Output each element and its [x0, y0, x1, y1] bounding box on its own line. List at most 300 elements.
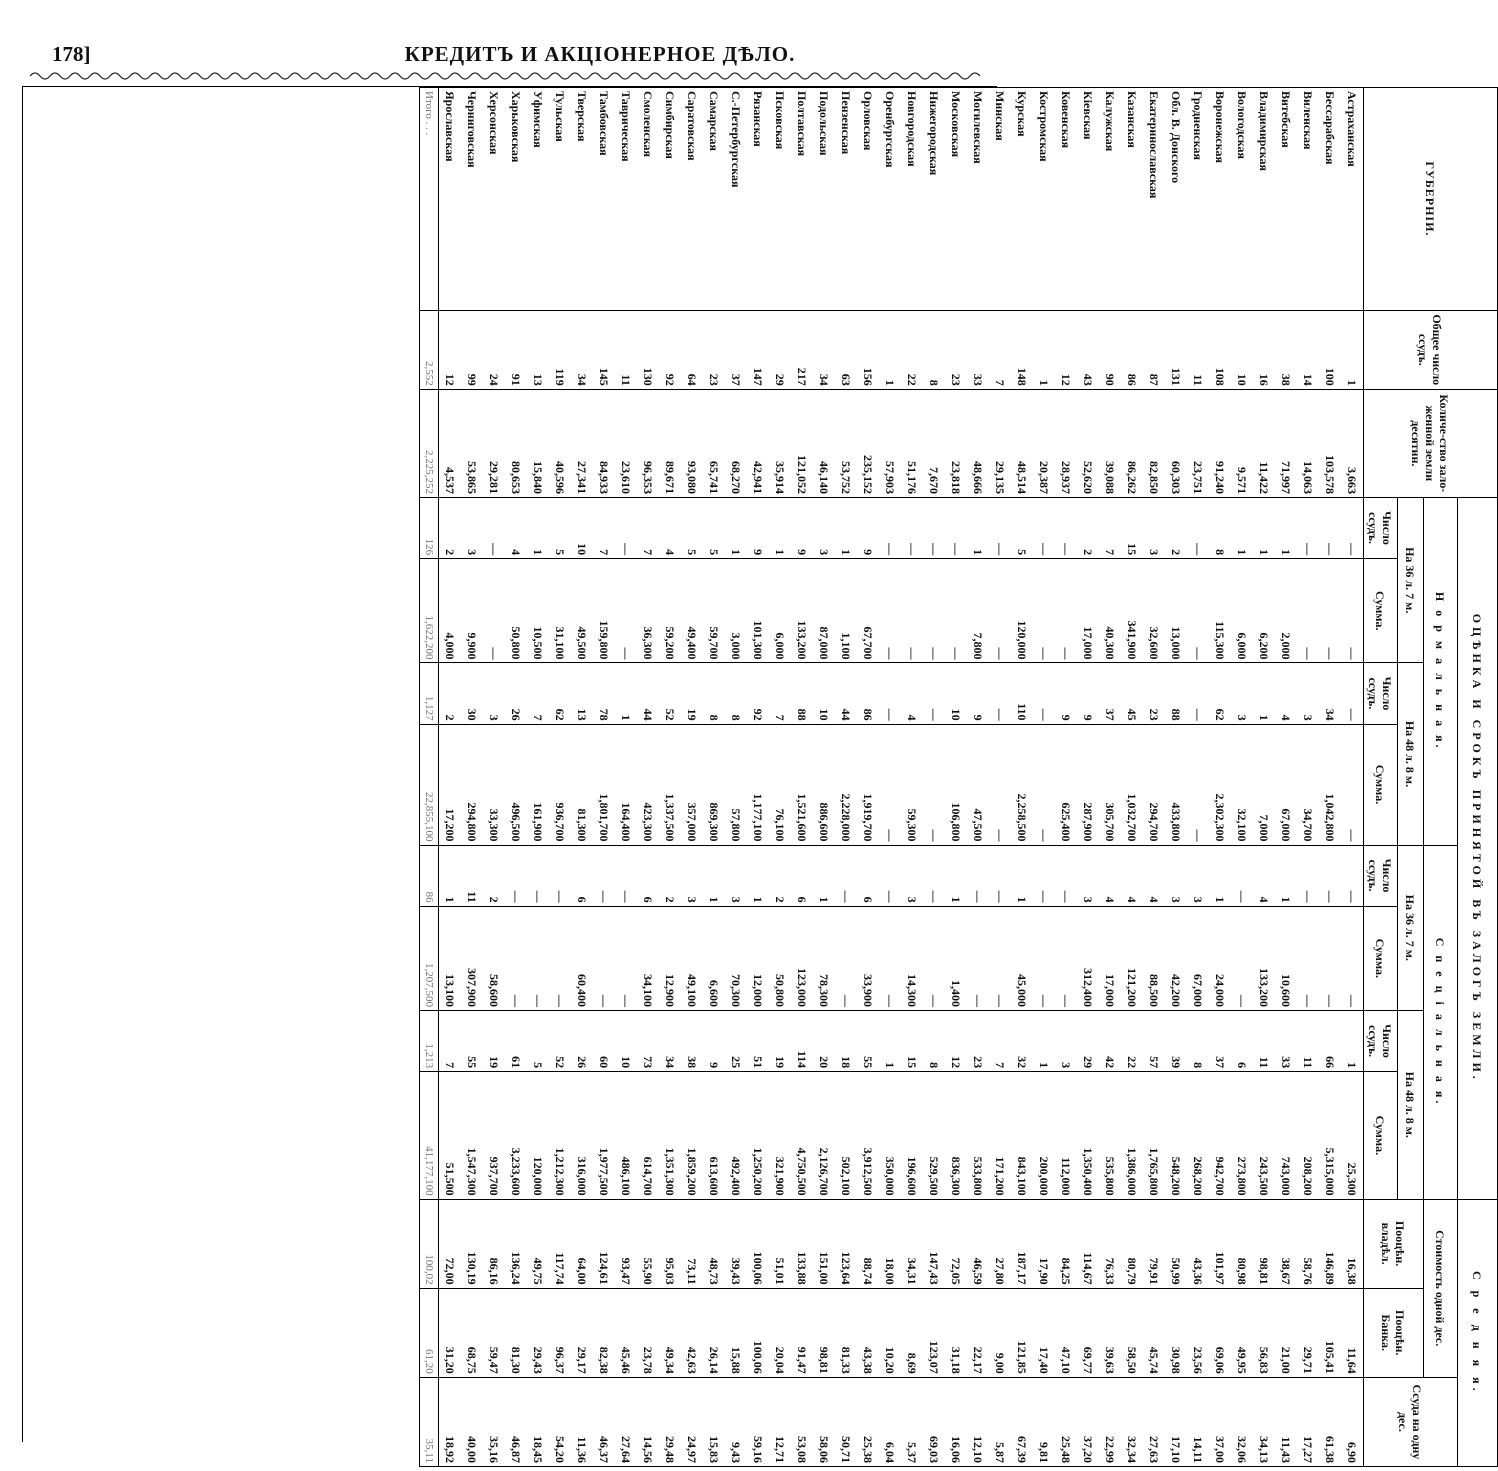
gubernia-name: Орловская: [857, 88, 879, 311]
table-cell: 4: [901, 663, 923, 724]
table-cell: 159,800: [593, 559, 615, 663]
table-cell: 60,400: [571, 906, 593, 1010]
table-cell: 535,800: [1099, 1072, 1121, 1199]
table-cell: 57: [1143, 1011, 1165, 1072]
table-row: [725, 88, 747, 1467]
table-cell: 99: [461, 310, 483, 389]
table-row: [505, 88, 527, 1467]
table-cell: 287,900: [1077, 724, 1099, 845]
table-row: [879, 88, 901, 1467]
table-cell: 93,080: [681, 389, 703, 497]
table-cell: 1,100: [835, 559, 857, 663]
table-cell: 533,800: [967, 1072, 989, 1199]
table-cell: 58,06: [813, 1377, 835, 1466]
table-cell: 51,176: [901, 389, 923, 497]
table-cell: 82,850: [1143, 389, 1165, 497]
table-cell: —: [1319, 497, 1341, 558]
table-cell: 1: [1275, 845, 1297, 906]
table-cell: —: [879, 845, 901, 906]
table-cell: 57,903: [879, 389, 901, 497]
gubernia-name: Оренбургская: [879, 88, 901, 311]
table-cell: 29,71: [1297, 1288, 1319, 1377]
table-cell: 6,90: [1341, 1377, 1364, 1466]
table-cell: 64: [681, 310, 703, 389]
table-row: [615, 88, 637, 1467]
table-cell: 51: [747, 1011, 769, 1072]
table-cell: 73,11: [681, 1199, 703, 1288]
table-cell: 171,200: [989, 1072, 1011, 1199]
table-cell: 8: [703, 663, 725, 724]
table-cell: 37,20: [1077, 1377, 1099, 1466]
table-cell: 6: [791, 845, 813, 906]
table-cell: 625,400: [1055, 724, 1077, 845]
table-cell: —: [945, 497, 967, 558]
gubernia-name: Виленская: [1297, 88, 1319, 311]
col-avg-cost-valuation: Поoцѣн. владѣл.: [1364, 1199, 1424, 1288]
table-cell: 3: [1297, 663, 1319, 724]
table-cell: 67,000: [1275, 724, 1297, 845]
table-cell: 1,337,500: [659, 724, 681, 845]
table-cell: 1: [769, 497, 791, 558]
table-cell: 12: [439, 310, 462, 389]
table-cell: 96,353: [637, 389, 659, 497]
table-cell: 20,04: [769, 1288, 791, 1377]
table-cell: —: [615, 497, 637, 558]
table-cell: 27,63: [1143, 1377, 1165, 1466]
table-cell: 78,300: [813, 906, 835, 1010]
table-cell: 2: [1165, 497, 1187, 558]
gubernia-name: Кiевская: [1077, 88, 1099, 311]
table-cell: 32,600: [1143, 559, 1165, 663]
table-cell: 23,56: [1187, 1288, 1209, 1377]
gubernia-name: Гродненская: [1187, 88, 1209, 311]
table-cell: 15,88: [725, 1288, 747, 1377]
table-cell: 937,700: [483, 1072, 505, 1199]
table-cell: 44: [835, 663, 857, 724]
table-cell: 49,75: [527, 1199, 549, 1288]
col-gubernii: ГУБЕРНIИ.: [1364, 88, 1498, 311]
table-cell: 17,27: [1297, 1377, 1319, 1466]
table-cell: 1: [1231, 497, 1253, 558]
table-cell: —: [923, 906, 945, 1010]
table-cell: 27,80: [989, 1199, 1011, 1288]
table-cell: 81,33: [835, 1288, 857, 1377]
gubernia-name: Минская: [989, 88, 1011, 311]
table-cell: 8,69: [901, 1288, 923, 1377]
table-cell: 3: [461, 497, 483, 558]
table-row: [1209, 88, 1231, 1467]
table-cell: 1,977,500: [593, 1072, 615, 1199]
table-row: [747, 88, 769, 1467]
page-title: КРЕДИТЪ И АКЦIОНЕРНОЕ ДѢЛО.: [404, 42, 796, 66]
table-cell: 51,500: [439, 1072, 462, 1199]
table-cell: 66: [1319, 1011, 1341, 1072]
col-normal-48-sum: Сумма.: [1364, 724, 1398, 845]
table-cell: 148: [1011, 310, 1033, 389]
table-cell: 3,000: [725, 559, 747, 663]
table-row: [1231, 88, 1253, 1467]
table-cell: 350,000: [879, 1072, 901, 1199]
table-cell: 1,177,100: [747, 724, 769, 845]
table-cell: 33,300: [483, 724, 505, 845]
table-cell: 34,31: [901, 1199, 923, 1288]
table-cell: 12,10: [967, 1377, 989, 1466]
table-cell: —: [989, 906, 1011, 1010]
table-cell: 9,571: [1231, 389, 1253, 497]
col-avg-title: С р е д н я я.: [1458, 1199, 1498, 1466]
table-cell: 13,000: [1165, 559, 1187, 663]
gubernia-name: Владимирская: [1253, 88, 1275, 311]
table-cell: 1,400: [945, 906, 967, 1010]
table-row: [901, 88, 923, 1467]
table-cell: 65,741: [703, 389, 725, 497]
table-row: [549, 88, 571, 1467]
table-cell: 34,700: [1297, 724, 1319, 845]
table-cell: 59,200: [659, 559, 681, 663]
table-cell: 16: [1253, 310, 1275, 389]
table-cell: 31,20: [439, 1288, 462, 1377]
table-cell: 123,07: [923, 1288, 945, 1377]
table-cell: —: [923, 845, 945, 906]
totals-cell: 1,207,500: [420, 906, 439, 1010]
table-cell: —: [1319, 906, 1341, 1010]
table-cell: 502,100: [835, 1072, 857, 1199]
table-cell: 869,300: [703, 724, 725, 845]
totals-cell: 1,622,200: [420, 559, 439, 663]
table-cell: 3: [1187, 845, 1209, 906]
totals-cell: 86: [420, 845, 439, 906]
table-cell: 6: [857, 845, 879, 906]
table-body: [439, 88, 1364, 1467]
table-cell: 1,547,300: [461, 1072, 483, 1199]
table-cell: 88,74: [857, 1199, 879, 1288]
table-cell: —: [1341, 497, 1364, 558]
table-cell: 71,997: [1275, 389, 1297, 497]
table-cell: 15: [901, 1011, 923, 1072]
table-cell: 1: [747, 845, 769, 906]
col-normal-36-count: Число ссудъ.: [1364, 497, 1398, 558]
table-row: [483, 88, 505, 1467]
table-cell: 4: [1143, 845, 1165, 906]
table-cell: 21,00: [1275, 1288, 1297, 1377]
table-cell: 46,140: [813, 389, 835, 497]
table-cell: 92: [747, 663, 769, 724]
table-cell: —: [1297, 906, 1319, 1010]
table-cell: 47,10: [1055, 1288, 1077, 1377]
table-cell: 9,900: [461, 559, 483, 663]
table-cell: 98,81: [813, 1288, 835, 1377]
table-cell: —: [1341, 559, 1364, 663]
table-cell: 8: [923, 310, 945, 389]
table-cell: —: [1297, 497, 1319, 558]
table-cell: 3: [1231, 663, 1253, 724]
table-cell: 3: [1055, 1011, 1077, 1072]
table-cell: 55: [857, 1011, 879, 1072]
table-cell: 133,88: [791, 1199, 813, 1288]
table-cell: 35,914: [769, 389, 791, 497]
table-cell: 18: [835, 1011, 857, 1072]
table-row: [1077, 88, 1099, 1467]
table-cell: 86: [857, 663, 879, 724]
table-cell: 16,06: [945, 1377, 967, 1466]
totals-cell: 61,20: [420, 1288, 439, 1377]
gubernia-name: Тверская: [571, 88, 593, 311]
wavy-rule: [30, 70, 980, 82]
table-cell: —: [1187, 497, 1209, 558]
table-cell: 7: [1099, 497, 1121, 558]
table-cell: 136,24: [505, 1199, 527, 1288]
col-special-48-count: Число ссудъ.: [1364, 1011, 1398, 1072]
credit-table: [419, 87, 1498, 1467]
table-cell: —: [615, 845, 637, 906]
table-cell: 6,200: [1253, 559, 1275, 663]
table-cell: 208,200: [1297, 1072, 1319, 1199]
table-cell: 2,126,700: [813, 1072, 835, 1199]
table-cell: 56,83: [1253, 1288, 1275, 1377]
table-cell: —: [1033, 559, 1055, 663]
table-cell: 101,97: [1209, 1199, 1231, 1288]
table-cell: 9: [791, 497, 813, 558]
table-cell: 100,06: [747, 1288, 769, 1377]
table-cell: 1: [615, 663, 637, 724]
table-cell: 35,16: [483, 1377, 505, 1466]
table-cell: 39,088: [1099, 389, 1121, 497]
table-cell: 22,99: [1099, 1377, 1121, 1466]
table-cell: —: [989, 559, 1011, 663]
table-cell: 6,600: [703, 906, 725, 1010]
table-cell: 24,000: [1209, 906, 1231, 1010]
table-row: [681, 88, 703, 1467]
table-cell: 294,800: [461, 724, 483, 845]
gubernia-name: Черниговская: [461, 88, 483, 311]
table-cell: 1: [879, 1011, 901, 1072]
table-cell: 37: [1209, 1011, 1231, 1072]
table-cell: 73: [637, 1011, 659, 1072]
table-cell: 123,000: [791, 906, 813, 1010]
gubernia-name: Могилевская: [967, 88, 989, 311]
table-cell: 27,64: [615, 1377, 637, 1466]
table-cell: 108: [1209, 310, 1231, 389]
table-cell: —: [505, 906, 527, 1010]
table-cell: 87: [1143, 310, 1165, 389]
table-cell: 4,000: [439, 559, 462, 663]
table-cell: 7: [989, 310, 1011, 389]
table-row: [1011, 88, 1033, 1467]
table-cell: —: [527, 906, 549, 1010]
table-cell: —: [549, 906, 571, 1010]
totals-cell: 1,127: [420, 663, 439, 724]
table-cell: 86,16: [483, 1199, 505, 1288]
table-cell: 26: [571, 1011, 593, 1072]
table-cell: 15,840: [527, 389, 549, 497]
table-cell: 12,71: [769, 1377, 791, 1466]
table-cell: 2,228,000: [835, 724, 857, 845]
table-cell: 3: [1165, 845, 1187, 906]
table-cell: —: [1055, 559, 1077, 663]
table-cell: 6: [1231, 1011, 1253, 1072]
table-cell: 103,578: [1319, 389, 1341, 497]
table-cell: —: [615, 559, 637, 663]
table-row: [439, 88, 462, 1467]
table-cell: 53,752: [835, 389, 857, 497]
table-cell: 5: [703, 497, 725, 558]
col-avg-loan: Ссуда на одну дес.: [1364, 1377, 1458, 1466]
table-cell: 88: [1165, 663, 1187, 724]
table-cell: 5,87: [989, 1377, 1011, 1466]
table-cell: —: [989, 724, 1011, 845]
table-cell: 10: [813, 663, 835, 724]
table-cell: 22,17: [967, 1288, 989, 1377]
page-number: 178]: [52, 42, 91, 66]
table-cell: 29: [1077, 1011, 1099, 1072]
table-cell: 1,521,600: [791, 724, 813, 845]
table-cell: 93,47: [615, 1199, 637, 1288]
gubernia-name: Полтавская: [791, 88, 813, 311]
table-cell: 1,351,300: [659, 1072, 681, 1199]
table-cell: 31,18: [945, 1288, 967, 1377]
table-cell: 196,600: [901, 1072, 923, 1199]
table-cell: 836,300: [945, 1072, 967, 1199]
table-row: [1033, 88, 1055, 1467]
gubernia-name: Саратовская: [681, 88, 703, 311]
table-cell: 10: [1231, 310, 1253, 389]
table-cell: 743,000: [1275, 1072, 1297, 1199]
table-cell: —: [1297, 559, 1319, 663]
table-cell: 4: [505, 497, 527, 558]
table-cell: —: [1187, 724, 1209, 845]
table-cell: 2: [439, 663, 462, 724]
table-cell: 58,76: [1297, 1199, 1319, 1288]
table-cell: 12,000: [747, 906, 769, 1010]
table-row: [923, 88, 945, 1467]
table-cell: 4: [1121, 845, 1143, 906]
table-cell: —: [483, 559, 505, 663]
table-cell: 91: [505, 310, 527, 389]
table-cell: 9: [857, 497, 879, 558]
table-cell: 2,302,300: [1209, 724, 1231, 845]
table-cell: 19: [681, 663, 703, 724]
table-cell: 130: [637, 310, 659, 389]
table-cell: 37: [725, 310, 747, 389]
table-cell: 80,653: [505, 389, 527, 497]
table-cell: 11,64: [1341, 1288, 1364, 1377]
table-cell: 942,700: [1209, 1072, 1231, 1199]
table-cell: 1: [1011, 845, 1033, 906]
table-cell: 67,000: [1187, 906, 1209, 1010]
col-land-qty: Количе-ство зало-женной земли десятин.: [1364, 389, 1498, 497]
table-cell: —: [1231, 845, 1253, 906]
page-header: [0, 0, 1000, 84]
table-cell: 164,400: [615, 724, 637, 845]
table-cell: —: [923, 663, 945, 724]
table-cell: 25: [725, 1011, 747, 1072]
table-cell: 27,341: [571, 389, 593, 497]
table-cell: 4: [1275, 663, 1297, 724]
gubernia-name: Курская: [1011, 88, 1033, 311]
table-cell: 156: [857, 310, 879, 389]
table-cell: 76,33: [1099, 1199, 1121, 1288]
table-cell: 90: [1099, 310, 1121, 389]
table-cell: 55,90: [637, 1199, 659, 1288]
table-cell: —: [1341, 845, 1364, 906]
table-cell: 34: [571, 310, 593, 389]
table-cell: 5: [549, 497, 571, 558]
table-cell: 61: [505, 1011, 527, 1072]
table-cell: 59,700: [703, 559, 725, 663]
table-cell: 12: [1055, 310, 1077, 389]
table-cell: 39,63: [1099, 1288, 1121, 1377]
table-cell: 11,43: [1275, 1377, 1297, 1466]
table-cell: 46,59: [967, 1199, 989, 1288]
table-cell: —: [989, 845, 1011, 906]
gubernia-name: Рязанская: [747, 88, 769, 311]
table-cell: 4: [1099, 845, 1121, 906]
table-cell: —: [549, 845, 571, 906]
table-cell: 68,75: [461, 1288, 483, 1377]
table-cell: 217: [791, 310, 813, 389]
table-cell: 34: [1319, 663, 1341, 724]
table-row: [571, 88, 593, 1467]
table-cell: 37: [1099, 663, 1121, 724]
table-cell: —: [1297, 845, 1319, 906]
table-cell: 13: [571, 663, 593, 724]
table-cell: 1: [1033, 1011, 1055, 1072]
table-cell: 45: [1121, 663, 1143, 724]
col-total-loans: Общее число ссудъ.: [1364, 310, 1498, 389]
table-cell: 50,71: [835, 1377, 857, 1466]
table-cell: 5: [527, 1011, 549, 1072]
table-cell: 55: [461, 1011, 483, 1072]
col-normal-48: На 48 л. 8 м.: [1398, 663, 1424, 845]
table-cell: 14,56: [637, 1377, 659, 1466]
table-row: [1165, 88, 1187, 1467]
gubernia-name: Таврическая: [615, 88, 637, 311]
table-cell: 17,90: [1033, 1199, 1055, 1288]
table-cell: —: [1341, 663, 1364, 724]
table-cell: 6,000: [769, 559, 791, 663]
table-cell: 23: [945, 310, 967, 389]
table-cell: 64,00: [571, 1199, 593, 1288]
gubernia-name: Подольская: [813, 88, 835, 311]
table-cell: 1: [1253, 663, 1275, 724]
table-cell: 2: [483, 845, 505, 906]
table-cell: 81,300: [571, 724, 593, 845]
table-cell: 34: [813, 310, 835, 389]
table-cell: 16,38: [1341, 1199, 1364, 1288]
table-cell: 120,000: [1011, 559, 1033, 663]
table-cell: 46,87: [505, 1377, 527, 1466]
table-cell: 9: [1077, 663, 1099, 724]
table-cell: 86,262: [1121, 389, 1143, 497]
table-frame: [22, 86, 1485, 1463]
gubernia-name: Астраханская: [1341, 88, 1364, 311]
table-cell: 54,20: [549, 1377, 571, 1466]
table-cell: 433,800: [1165, 724, 1187, 845]
table-cell: 91,47: [791, 1288, 813, 1377]
table-cell: 52: [549, 1011, 571, 1072]
table-cell: 6,04: [879, 1377, 901, 1466]
table-cell: 120,000: [527, 1072, 549, 1199]
table-row: [1121, 88, 1143, 1467]
totals-cell: 41,177,100: [420, 1072, 439, 1199]
table-row: [593, 88, 615, 1467]
table-cell: 17,10: [1165, 1377, 1187, 1466]
table-cell: 82,38: [593, 1288, 615, 1377]
table-cell: 49,100: [681, 906, 703, 1010]
table-cell: 3: [813, 497, 835, 558]
table-cell: 17,200: [439, 724, 462, 845]
col-special-36: На 36 л. 7 м.: [1398, 845, 1424, 1011]
